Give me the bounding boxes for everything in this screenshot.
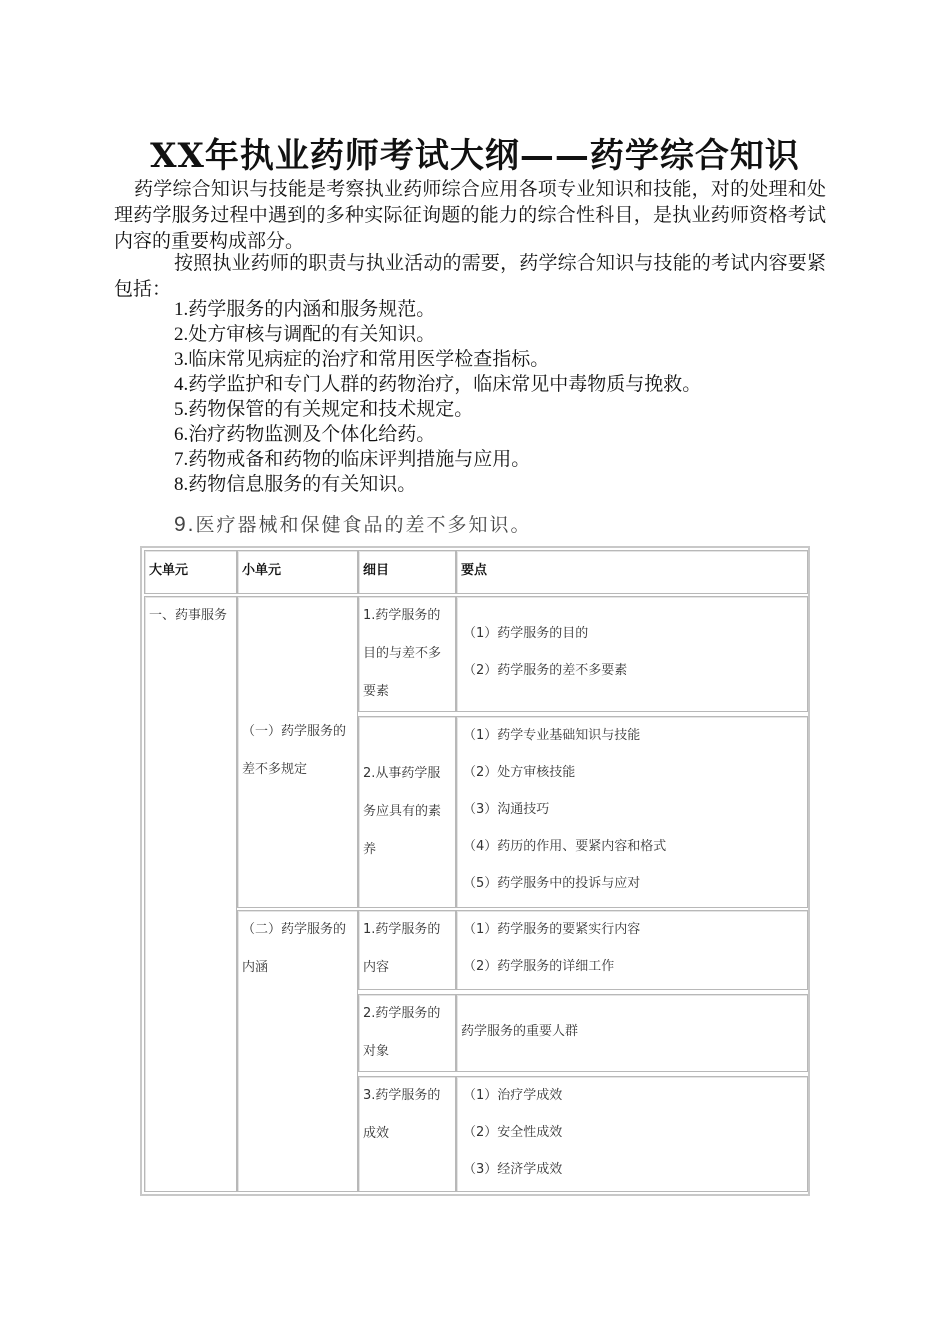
header-points: 要点 <box>456 550 808 594</box>
points-cell <box>456 716 808 908</box>
points-cell <box>456 910 808 990</box>
header-subunit: 小单元 <box>237 550 358 594</box>
intro-paragraph: 药学综合知识与技能是考察执业药师综合应用各项专业知识和技能，对的处理和处理药学服务过程中遇到的多种实际征询题的能力的综合性科目，是执业药师资格考试内容的重要构成部分。 <box>114 178 826 252</box>
point-item: （3）沟通技巧 <box>463 802 550 817</box>
detail-cell: 2.药学服务的对象 <box>358 994 456 1072</box>
list-item: 5.药物保管的有关规定和技术规定。 <box>174 398 474 420</box>
header-detail: 细目 <box>358 550 456 594</box>
points-cell <box>456 596 808 712</box>
point-item: （1）药学专业基础知识与技能 <box>463 728 641 743</box>
point-item: （3）经济学成效 <box>463 1162 563 1177</box>
subunit-cell: （一）药学服务的差不多规定 <box>237 596 358 908</box>
content-list <box>174 297 701 497</box>
list-item: 8.药物信息服务的有关知识。 <box>174 473 417 495</box>
header-unit: 大单元 <box>144 550 237 594</box>
detail-cell: 2.从事药学服务应具有的素养 <box>358 716 456 908</box>
point-item: （2）安全性成效 <box>463 1125 563 1140</box>
point-item: 药学服务的重要人群 <box>461 1024 579 1039</box>
points-cell <box>456 994 808 1072</box>
list-item-9: 9.医疗器械和保健食品的差不多知识。 <box>174 513 532 536</box>
subunit-cell: （二）药学服务的内涵 <box>237 910 358 1192</box>
point-item: （2）处方审核技能 <box>463 765 576 780</box>
point-item: （2）药学服务的详细工作 <box>463 959 615 974</box>
list-item: 7.药物戒备和药物的临床评判措施与应用。 <box>174 448 531 470</box>
scope-paragraph: 按照执业药师的职责与执业活动的需要，药学综合知识与技能的考试内容要紧包括： <box>114 252 826 300</box>
list-item: 2.处方审核与调配的有关知识。 <box>174 323 436 345</box>
point-item: （2）药学服务的差不多要素 <box>463 663 628 678</box>
points-cell <box>456 1076 808 1192</box>
detail-cell: 1.药学服务的目的与差不多要素 <box>358 596 456 712</box>
point-item: （1）治疗学成效 <box>463 1088 563 1103</box>
point-item: （5）药学服务中的投诉与应对 <box>463 876 641 891</box>
detail-cell: 3.药学服务的成效 <box>358 1076 456 1192</box>
syllabus-table <box>140 546 810 1196</box>
point-item: （1）药学服务的目的 <box>463 626 589 641</box>
unit-cell: 一、药事服务 <box>144 596 237 1192</box>
point-item: （4）药历的作用、要紧内容和格式 <box>463 839 667 854</box>
point-item: （1）药学服务的要紧实行内容 <box>463 922 641 937</box>
list-item: 4.药学监护和专门人群的药物治疗，临床常见中毒物质与挽救。 <box>174 373 702 395</box>
list-item: 6.治疗药物监测及个体化给药。 <box>174 423 436 445</box>
detail-cell: 1.药学服务的内容 <box>358 910 456 990</box>
list-item: 3.临床常见病症的治疗和常用医学检查指标。 <box>174 348 550 370</box>
list-item: 1.药学服务的内涵和服务规范。 <box>174 298 436 320</box>
document-title: XX年执业药师考试大纲——药学综合知识 <box>150 136 800 176</box>
